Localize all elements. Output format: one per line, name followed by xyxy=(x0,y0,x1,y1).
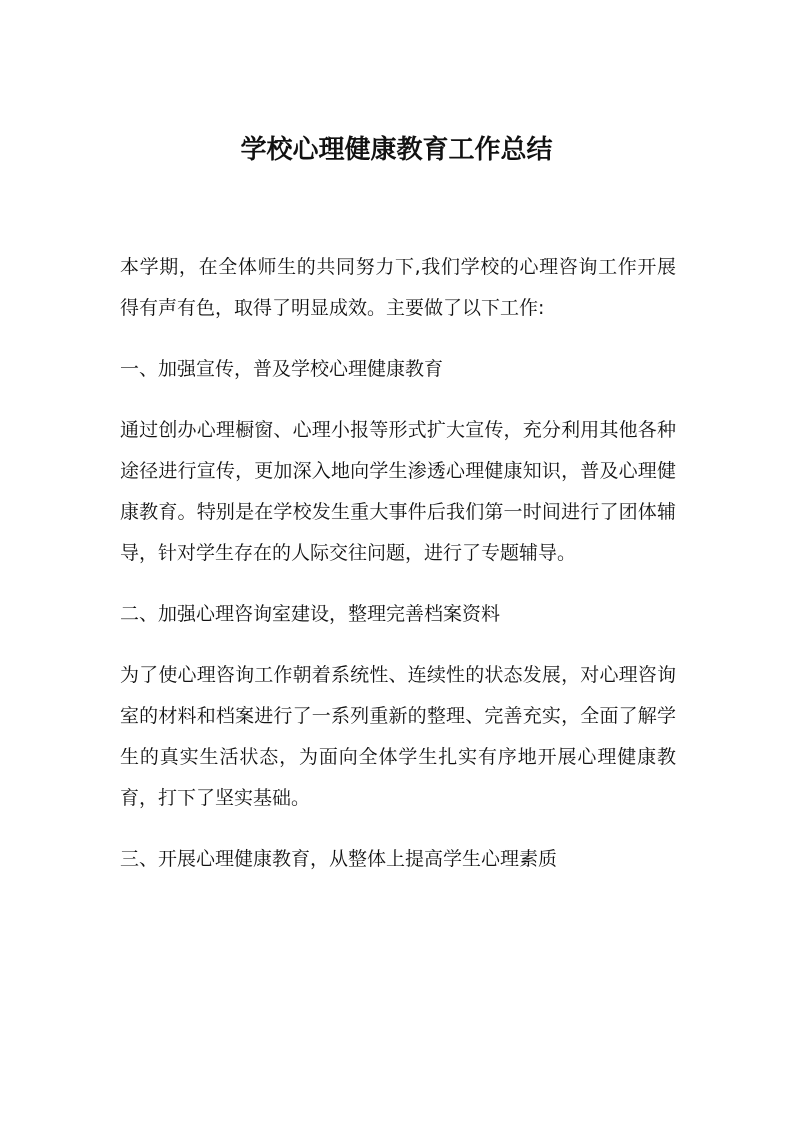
document-title: 学校心理健康教育工作总结 xyxy=(240,135,553,165)
section-body-2: 为了使心理咨询工作朝着系统性、连续性的状态发展，对心理咨询室的材料和档案进行了一系列重新的整理、完善充实，全面了解学生的真实生活状态，为面向全体学生扎实有序地开展心理健康教育，打下了坚实基础。 xyxy=(120,664,676,809)
section-heading-2: 二、加强心理咨询室建设，整理完善档案资料 xyxy=(120,603,501,625)
section-body-1: 通过创办心理橱窗、心理小报等形式扩大宣传，充分利用其他各种途径进行宣传，更加深入地向学生渗透心理健康知识，普及心理健康教育。特别是在学校发生重大事件后我们第一时间进行了团体辅导，针对学生存在的人际交往问题，进行了专题辅导。 xyxy=(120,419,676,564)
intro-paragraph: 本学期，在全体师生的共同努力下,我们学校的心理咨询工作开展得有声有色，取得了明显成效。主要做了以下工作: xyxy=(120,256,676,319)
document-body xyxy=(120,247,676,900)
section-heading-1: 一、加强宣传，普及学校心理健康教育 xyxy=(120,358,444,380)
section-heading-3: 三、开展心理健康教育，从整体上提高学生心理素质 xyxy=(120,848,558,870)
